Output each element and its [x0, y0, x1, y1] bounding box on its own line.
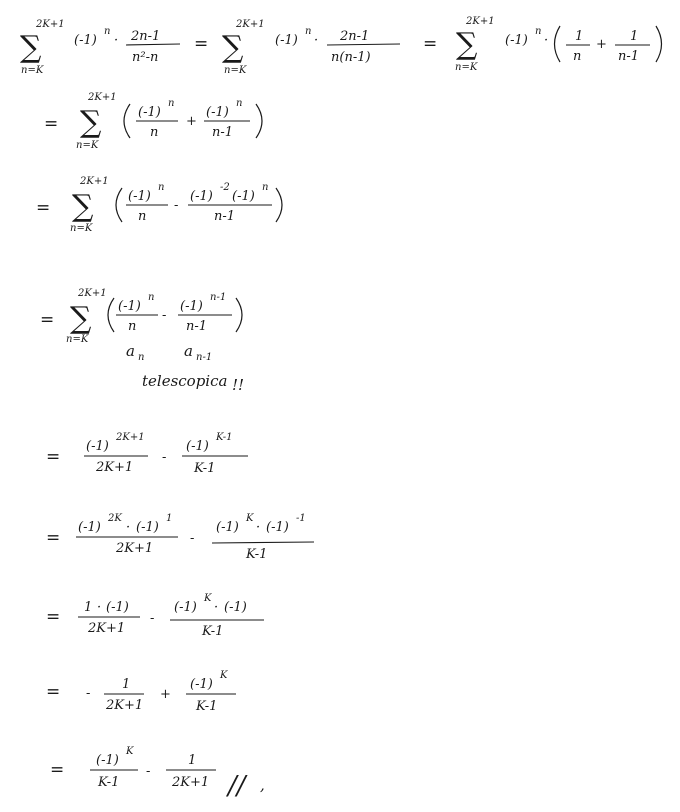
l4-exponent-2: n-1	[210, 292, 227, 303]
sum-3-sigma-symbol: ∑	[456, 27, 478, 62]
l3-denominator-1: n	[138, 209, 147, 224]
l8-plus: +	[160, 687, 171, 702]
l9-minus: -	[146, 764, 151, 779]
l1-c-numerator-2: 1	[630, 29, 639, 44]
l1-c-exponent: n	[535, 26, 542, 37]
l8-equals: =	[46, 682, 61, 702]
l7-denominator-1: 2K+1	[88, 621, 126, 636]
l3-denominator-2: n-1	[214, 209, 236, 224]
l6-numerator-1b: (-1)	[136, 520, 159, 535]
l9-numerator-1: (-1)	[96, 753, 119, 768]
l4-numerator-1: (-1)	[118, 299, 141, 314]
l8-minus: -	[86, 686, 91, 701]
l6-fraction-bar-2	[212, 542, 314, 543]
l2-lower-limit: n=K	[76, 140, 99, 151]
l4-equals: =	[40, 310, 55, 330]
l7-dot-2: ·	[214, 600, 219, 615]
l4-label-a-n-subscript: n	[138, 352, 145, 363]
telescopic-note: telescopica	[142, 372, 228, 390]
l3-sigma-symbol: ∑	[72, 189, 94, 224]
l6-numerator-1a: (-1)	[78, 520, 101, 535]
l4-label-a-n: a	[126, 342, 135, 360]
l4-sigma-symbol: ∑	[70, 301, 92, 336]
l5-denominator-1: 2K+1	[96, 460, 134, 475]
l3-numerator-1: (-1)	[128, 189, 151, 204]
l9-numerator-2: 1	[188, 753, 197, 768]
l1-b-denominator: n(n-1)	[331, 50, 371, 65]
line-8	[46, 670, 236, 714]
l5-minus: -	[162, 450, 167, 465]
l2-left-paren	[124, 104, 130, 138]
l1-b-numerator: 2n-1	[340, 29, 370, 44]
line-1	[20, 16, 662, 76]
l2-denominator-1: n	[150, 125, 159, 140]
l4-upper-limit: 2K+1	[78, 288, 107, 299]
l1-c-right-paren	[656, 26, 662, 62]
l2-upper-limit: 2K+1	[88, 92, 117, 103]
l9-denominator-2: 2K+1	[172, 775, 210, 790]
l7-numerator-2b: (-1)	[224, 600, 247, 615]
l6-equals: =	[46, 528, 61, 548]
l8-numerator-2: (-1)	[190, 677, 213, 692]
l3-right-paren	[276, 188, 282, 222]
l7-numerator-1b: (-1)	[106, 600, 129, 615]
l3-numerator-2a: (-1)	[190, 189, 213, 204]
l9-denominator-1: K-1	[98, 775, 120, 790]
line-4	[40, 288, 244, 394]
l8-denominator-2: K-1	[196, 699, 218, 714]
l2-exponent-2: n	[236, 98, 243, 109]
l1-b-fraction-bar	[327, 44, 400, 45]
l6-numerator-2b: (-1)	[266, 520, 289, 535]
l4-exponent-1: n	[148, 292, 155, 303]
l3-minus: -	[174, 198, 179, 213]
l4-label-a-n-minus-1-subscript: n-1	[196, 352, 213, 363]
line-3	[36, 176, 282, 234]
l1-equals-1: =	[194, 34, 209, 54]
l1-a-dot: ·	[114, 33, 119, 48]
l3-exponent-1: n	[158, 182, 165, 193]
sum-2-lower-limit: n=K	[224, 65, 247, 76]
l5-numerator-2: (-1)	[186, 439, 209, 454]
l6-denominator-1: 2K+1	[116, 541, 154, 556]
l1-c-plus: +	[596, 37, 607, 52]
sum-1-lower-limit: n=K	[21, 65, 44, 76]
l2-exponent-1: n	[168, 98, 175, 109]
l6-numerator-2a: (-1)	[216, 520, 239, 535]
l1-a-exponent: n	[104, 26, 111, 37]
l2-sigma-symbol: ∑	[80, 105, 102, 140]
l3-exponent-2a: -2	[220, 182, 230, 193]
l7-numerator-2a: (-1)	[174, 600, 197, 615]
l2-equals: =	[44, 114, 59, 134]
l6-exponent-1b: 1	[166, 513, 173, 524]
l4-denominator-2: n-1	[186, 319, 208, 334]
l3-numerator-2b: (-1)	[232, 189, 255, 204]
l1-b-dot: ·	[314, 33, 319, 48]
l4-label-a-n-minus-1: a	[184, 342, 193, 360]
sum-3-upper-limit: 2K+1	[466, 16, 495, 27]
sum-2-upper-limit: 2K+1	[236, 19, 265, 30]
line-5	[46, 432, 248, 476]
l6-denominator-2: K-1	[246, 547, 268, 562]
l1-a-denominator: n²-n	[132, 50, 159, 65]
l4-numerator-2: (-1)	[180, 299, 203, 314]
sum-1-upper-limit: 2K+1	[36, 19, 65, 30]
l6-dot-1: ·	[126, 520, 131, 535]
l7-dot-1: ·	[97, 600, 102, 615]
l3-equals: =	[36, 198, 51, 218]
l4-denominator-1: n	[128, 319, 137, 334]
qed-double-slash: //	[228, 771, 246, 801]
l8-numerator-1: 1	[122, 677, 131, 692]
l1-c-numerator-1: 1	[575, 29, 584, 44]
l5-exponent-2: K-1	[216, 432, 233, 443]
l9-equals: =	[50, 760, 65, 780]
l3-left-paren	[116, 188, 122, 222]
l8-exponent-2: K	[220, 670, 228, 681]
l1-c-dot: ·	[544, 33, 549, 48]
l1-a-numerator: 2n-1	[131, 29, 161, 44]
line-7	[46, 593, 264, 639]
l7-numerator-1a: 1	[84, 600, 93, 615]
l9-exponent-1: K	[126, 746, 134, 757]
l6-exponent-1a: 2K	[108, 513, 122, 524]
l7-exponent-2a: K	[204, 593, 212, 604]
l1-equals-2: =	[423, 34, 438, 54]
l6-exponent-2b: -1	[296, 513, 306, 524]
sum-1-sigma-symbol: ∑	[20, 30, 42, 65]
l5-equals: =	[46, 447, 61, 467]
line-6	[46, 513, 314, 562]
l1-b-exponent: n	[305, 26, 312, 37]
l1-c-term: (-1)	[505, 33, 528, 48]
l4-right-paren	[236, 298, 242, 332]
l7-equals: =	[46, 607, 61, 627]
l5-denominator-2: K-1	[194, 461, 216, 476]
line-9	[50, 746, 265, 801]
l6-exponent-2a: K	[246, 513, 254, 524]
l1-a-term: (-1)	[74, 33, 97, 48]
l1-a-fraction-bar	[126, 44, 180, 45]
l2-plus: +	[186, 114, 197, 129]
l4-lower-limit: n=K	[66, 334, 89, 345]
l2-numerator-1: (-1)	[138, 105, 161, 120]
line-2	[44, 92, 262, 151]
l3-exponent-2b: n	[262, 182, 269, 193]
l7-minus: -	[150, 611, 155, 626]
l5-numerator-1: (-1)	[86, 439, 109, 454]
l3-lower-limit: n=K	[70, 223, 93, 234]
l2-numerator-2: (-1)	[206, 105, 229, 120]
sum-3-lower-limit: n=K	[455, 62, 478, 73]
l2-right-paren	[256, 104, 262, 138]
l4-minus: -	[162, 308, 167, 323]
l3-upper-limit: 2K+1	[80, 176, 109, 187]
l1-c-denominator-1: n	[573, 49, 582, 64]
telescopic-exclamation: !!	[232, 376, 245, 394]
l6-minus: -	[190, 531, 195, 546]
l4-left-paren	[108, 298, 114, 332]
l1-b-term: (-1)	[275, 33, 298, 48]
l1-c-denominator-2: n-1	[618, 49, 640, 64]
l2-denominator-2: n-1	[212, 125, 234, 140]
l1-c-left-paren	[555, 26, 561, 62]
sum-2-sigma-symbol: ∑	[222, 30, 244, 65]
l8-denominator-1: 2K+1	[106, 698, 144, 713]
qed-comma: ,	[260, 776, 265, 794]
l5-exponent-1: 2K+1	[116, 432, 145, 443]
l6-dot-2: ·	[256, 520, 261, 535]
l7-denominator-2: K-1	[202, 624, 224, 639]
